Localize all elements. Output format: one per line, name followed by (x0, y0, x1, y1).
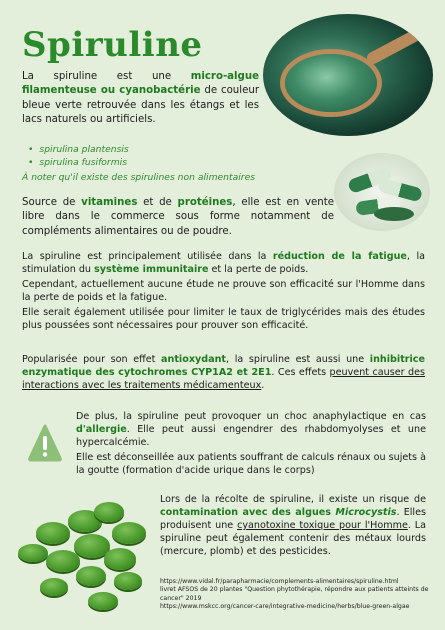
reference-link[interactable]: https://www.mskcc.org/cancer-care/integrative-medicine/herbs/blue-green-algae (160, 603, 410, 611)
highlight-micro-algue: micro-algue filamenteuse ou cyanobactérie (22, 71, 259, 97)
list-item: • spirulina plantensis (28, 143, 328, 156)
contamination-paragraph: Lors de la récolte de spiruline, il existe un risque de contamination avec des algues Microcystis. Elles produisent une cyanotoxine toxique pour l'Homme. La spiruline peut également contenir des métaux lourds (mercure, plomb) et des pesticides. (160, 494, 427, 558)
list-item: • spirulina fusiformis (28, 156, 328, 169)
allergy-section (76, 410, 426, 479)
efficacy-paragraph: Cependant, actuellement aucune étude ne prouve son efficacité sur l'Homme dans la perte de poids et la fatigue. (22, 279, 425, 304)
references (160, 578, 430, 611)
reference-item: livret AFSOS de 20 plantes "Question phytothérapie, répondre aux patients atteints de cancer" 2019 (160, 586, 429, 602)
usage-paragraph: La spiruline est principalement utilisée dans la réduction de la fatigue, la stimulation du système immunitaire et la perte de poids. (22, 251, 425, 276)
varieties-list (28, 143, 328, 170)
varieties-note: À noter qu'il existe des spirulines non alimentaires (22, 172, 256, 183)
reference-link[interactable]: https://www.vidal.fr/parapharmacie/complements-alimentaires/spiruline.html (160, 578, 399, 585)
contraindication-paragraph: Elle est déconseillée aux patients souffrant de calculs rénaux ou sujets à la goutte (formation d'acide urique dans le corps) (76, 452, 426, 477)
allergy-paragraph: De plus, la spiruline peut provoquer un choc anaphylactique en cas d'allergie. Elle peut aussi engendrer des rhabdomyolyses et une hypercalcémie. (76, 411, 426, 449)
spirulina-capsules-image (334, 153, 430, 231)
spirulina-spoon-image (263, 14, 433, 136)
source-paragraph: Source de vitamines et de protéines, elle est en vente libre dans le commerce sous forme notamment de compléments alimentaires ou de poudre. (22, 197, 334, 237)
usage-section (22, 250, 425, 334)
intro-paragraph: La spiruline est une micro-algue filamenteuse ou cyanobactérie de couleur bleue verte retrouvée dans les étangs et les lacs naturels ou artificiels. (22, 71, 260, 126)
antioxidant-paragraph: Popularisée pour son effet antioxydant, la spiruline est aussi une inhibitrice enzymatique des cytochromes CYP1A2 et 2E1. Ces effets peuvent causer des interactions avec les traitements médicamenteux. (22, 354, 425, 392)
warning-icon (28, 424, 62, 462)
page-title: Spiruline (22, 25, 203, 65)
spirulina-tablets-image (12, 500, 152, 615)
triglycerides-paragraph: Elle serait également utilisée pour limiter le taux de triglycérides mais des études plus poussées sont nécessaires pour prouver son efficacité. (22, 307, 425, 332)
